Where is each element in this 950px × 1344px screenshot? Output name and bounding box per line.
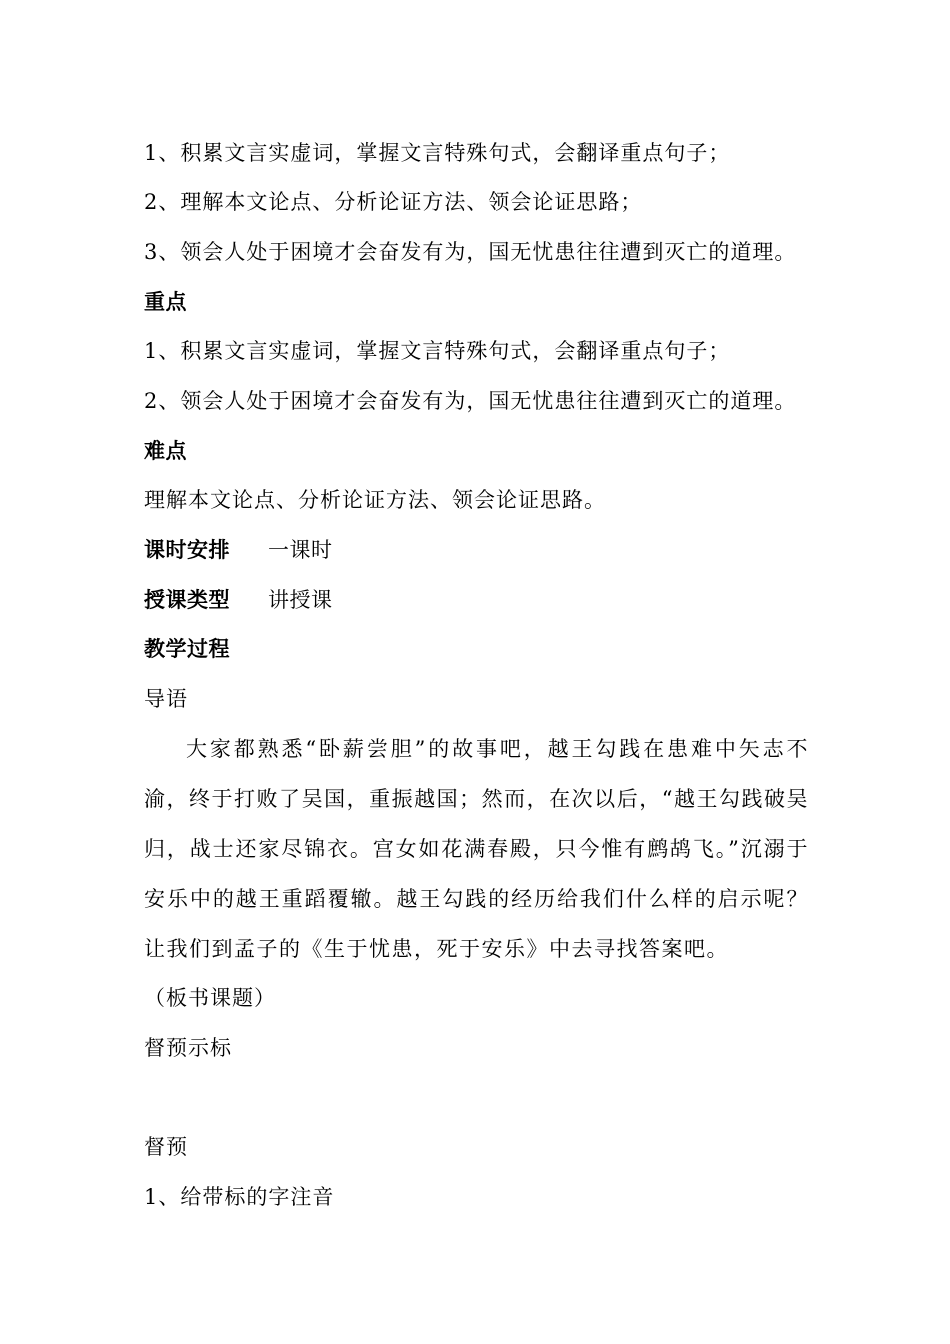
lesson-type-row: [144, 585, 333, 615]
objective-1: 1、积累文言实虚词，掌握文言特殊句式，会翻译重点句子；: [144, 141, 731, 165]
preview-goal-title: 督预示标: [144, 1036, 232, 1060]
difficulty-text: 理解本文论点、分析论证方法、领会论证思路。: [144, 488, 606, 512]
key-point-2: 2、领会人处于困境才会奋发有为，国无忧患往往遭到灭亡的道理。: [144, 389, 797, 413]
intro-paragraph: 大家都熟悉“卧薪尝胆”的故事吧，越王勾践在患难中矢志不渝，终于打败了吴国，重振越国；然而，在次以后，“越王勾践破吴归，战士还家尽锦衣。宫女如花满春殿，只今惟有鹧鸪飞。”沉溺于安乐中的越王重蹈覆辙。越王勾践的经历给我们什么样的启示呢？让我们到孟子的《生于忧患，死于安乐》中去寻找答案吧。: [144, 737, 809, 961]
board-note: （板书课题）: [144, 986, 276, 1010]
process-heading: 教学过程: [144, 637, 230, 661]
objective-3: 3、领会人处于困境才会奋发有为，国无忧患往往遭到灭亡的道理。: [144, 240, 797, 264]
schedule-value: 一课时: [268, 538, 333, 562]
preview-title: 督预: [144, 1135, 188, 1159]
objective-2: 2、理解本文论点、分析论证方法、领会论证思路；: [144, 190, 643, 214]
difficulty-heading: 难点: [144, 439, 187, 463]
intro-title: 导语: [144, 687, 188, 711]
key-point-1: 1、积累文言实虚词，掌握文言特殊句式，会翻译重点句子；: [144, 339, 731, 363]
preview-item-1: 1、给带标的字注音: [144, 1185, 335, 1209]
key-points-heading: 重点: [144, 290, 187, 314]
lesson-type-label: 授课类型: [144, 588, 230, 612]
lesson-type-value: 讲授课: [268, 588, 333, 612]
schedule-row: [144, 535, 333, 565]
schedule-label: 课时安排: [144, 538, 230, 562]
